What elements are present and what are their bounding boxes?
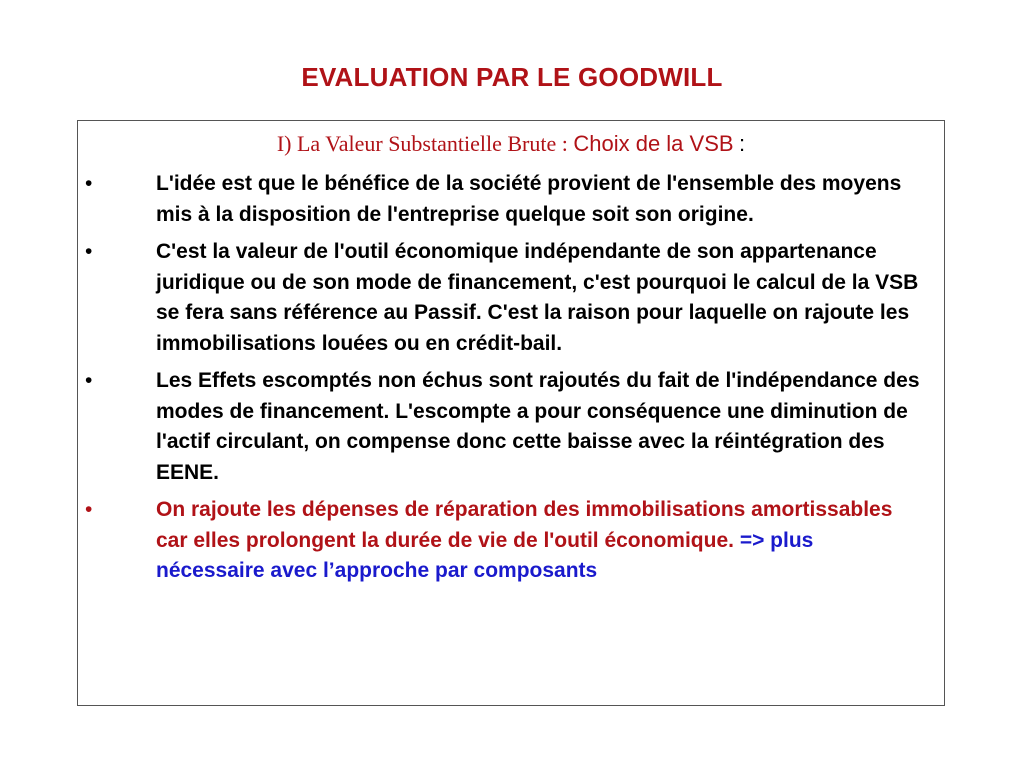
bullet-text: L'idée est que le bénéfice de la société provient de l'ensemble des moyens mis à la disposition de l'entreprise quelque soit son origine. [156, 172, 902, 226]
bullet-marker: • [85, 172, 93, 195]
bullet-marker: • [85, 498, 93, 521]
bullet-text: On rajoute les dépenses de réparation des immobilisations amortissables car elles prolongent la durée de vie de l'outil économique. [156, 498, 893, 552]
section-heading-colon: : [739, 131, 746, 156]
slide-title: EVALUATION PAR LE GOODWILL [301, 62, 723, 92]
bullet-item [78, 366, 944, 488]
section-heading [78, 129, 944, 159]
bullet-item [78, 237, 944, 359]
bullet-item [78, 169, 944, 230]
bullet-note: => plus nécessaire avec l’approche par composants [156, 528, 814, 582]
bullet-marker: • [85, 369, 93, 392]
bullet-text: C'est la valeur de l'outil économique indépendante de son appartenance juridique ou de son mode de financement, c'est pourquoi le calcul de la VSB se fera sans référence au Passif. C'est la raison pour laquelle on rajoute les immobilisations louées ou en crédit-bail. [156, 240, 919, 355]
bullet-marker: • [85, 240, 93, 263]
bullet-item-highlighted [78, 495, 944, 587]
section-heading-serif: I) La Valeur Substantielle Brute : [276, 131, 568, 156]
bullet-list [78, 169, 944, 594]
bullet-text: Les Effets escomptés non échus sont rajoutés du fait de l'indépendance des modes de financement. L'escompte a pour conséquence une diminution de l'actif circulant, on compense donc cette baisse avec la réintégration des EENE. [156, 369, 920, 484]
content-box [77, 120, 945, 706]
section-heading-sans: Choix de la VSB [573, 131, 734, 156]
